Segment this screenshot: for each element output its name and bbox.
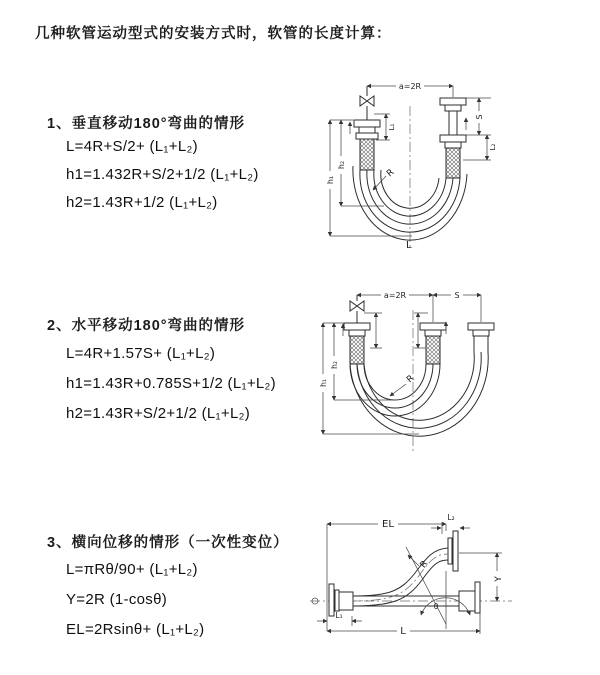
dim-label-h2: h₂ [330, 361, 339, 369]
dim-label-s: S [454, 291, 460, 300]
valve-icon [350, 301, 364, 311]
section-1-heading: 1、垂直移动180°弯曲的情形 [47, 116, 246, 132]
braided-hose-section [360, 139, 374, 170]
dim-label-h1: h₁ [319, 379, 328, 387]
page-title: 几种软管运动型式的安装方式时，软管的长度计算： [35, 26, 392, 42]
hose-s-curve [353, 548, 448, 606]
section-3-formula-EL: EL=2Rsinθ+ (L₁+L₂) [66, 621, 205, 638]
section-3-formula-Y: Y=2R (1-cosθ) [66, 591, 168, 608]
section-2-formula-h2: h2=1.43R+S/2+1/2 (L₁+L₂) [66, 405, 251, 422]
diagram-lateral-displacement [305, 505, 595, 660]
dim-label-h2: h₂ [337, 160, 346, 170]
section-2-formula-L: L=4R+1.57S+ (L₁+L₂) [66, 345, 216, 362]
diagram-vertical-180-bend [320, 76, 590, 256]
length-label: L [406, 240, 412, 251]
dim-label-a2r: a=2R [398, 82, 422, 91]
right-fitting [468, 323, 494, 352]
dim-label-l2: L₂ [447, 513, 455, 522]
section-3-formula-L: L=πRθ/90+ (L₁+L₂) [66, 561, 198, 578]
radius-label: R [405, 373, 417, 386]
left-fitting [354, 120, 380, 170]
right-flange [459, 582, 480, 613]
dim-label-l2: L₂ [489, 143, 497, 151]
dim-label-l1: L₁ [388, 123, 396, 131]
hose-u-bends [350, 352, 488, 436]
right-fitting [440, 98, 466, 178]
middle-fitting [420, 323, 446, 364]
dim-label-l: L [400, 626, 406, 637]
dim-label-el: EL [382, 519, 394, 530]
dim-label-y: Y [494, 576, 504, 582]
section-1-formula-h1: h1=1.432R+S/2+1/2 (L₁+L₂) [66, 166, 259, 183]
diagram-horizontal-180-bend [318, 286, 594, 461]
upper-flange [448, 531, 458, 571]
radius-label: R [418, 559, 431, 571]
valve-icon [360, 96, 374, 106]
section-2-formula-h1: h1=1.43R+0.785S+1/2 (L₁+L₂) [66, 375, 276, 392]
section-1-formula-L: L=4R+S/2+ (L₁+L₂) [66, 138, 198, 155]
braided-hose-section [446, 148, 460, 178]
angle-label: θ [433, 602, 439, 611]
dim-label-a2r: a=2R [383, 291, 407, 300]
dim-label-h1: h₁ [326, 175, 335, 185]
section-2-heading: 2、水平移动180°弯曲的情形 [47, 318, 246, 334]
dimension-lines [317, 522, 502, 634]
radius-label: R [385, 167, 397, 180]
dimension-lines [330, 86, 491, 236]
left-fitting [344, 323, 370, 364]
section-3-heading: 3、横向位移的情形（一次性变位） [47, 535, 289, 551]
dim-label-s: S [475, 114, 484, 120]
dim-label-l1: L₁ [335, 611, 343, 620]
section-1-formula-h2: h2=1.43R+1/2 (L₁+L₂) [66, 194, 218, 211]
